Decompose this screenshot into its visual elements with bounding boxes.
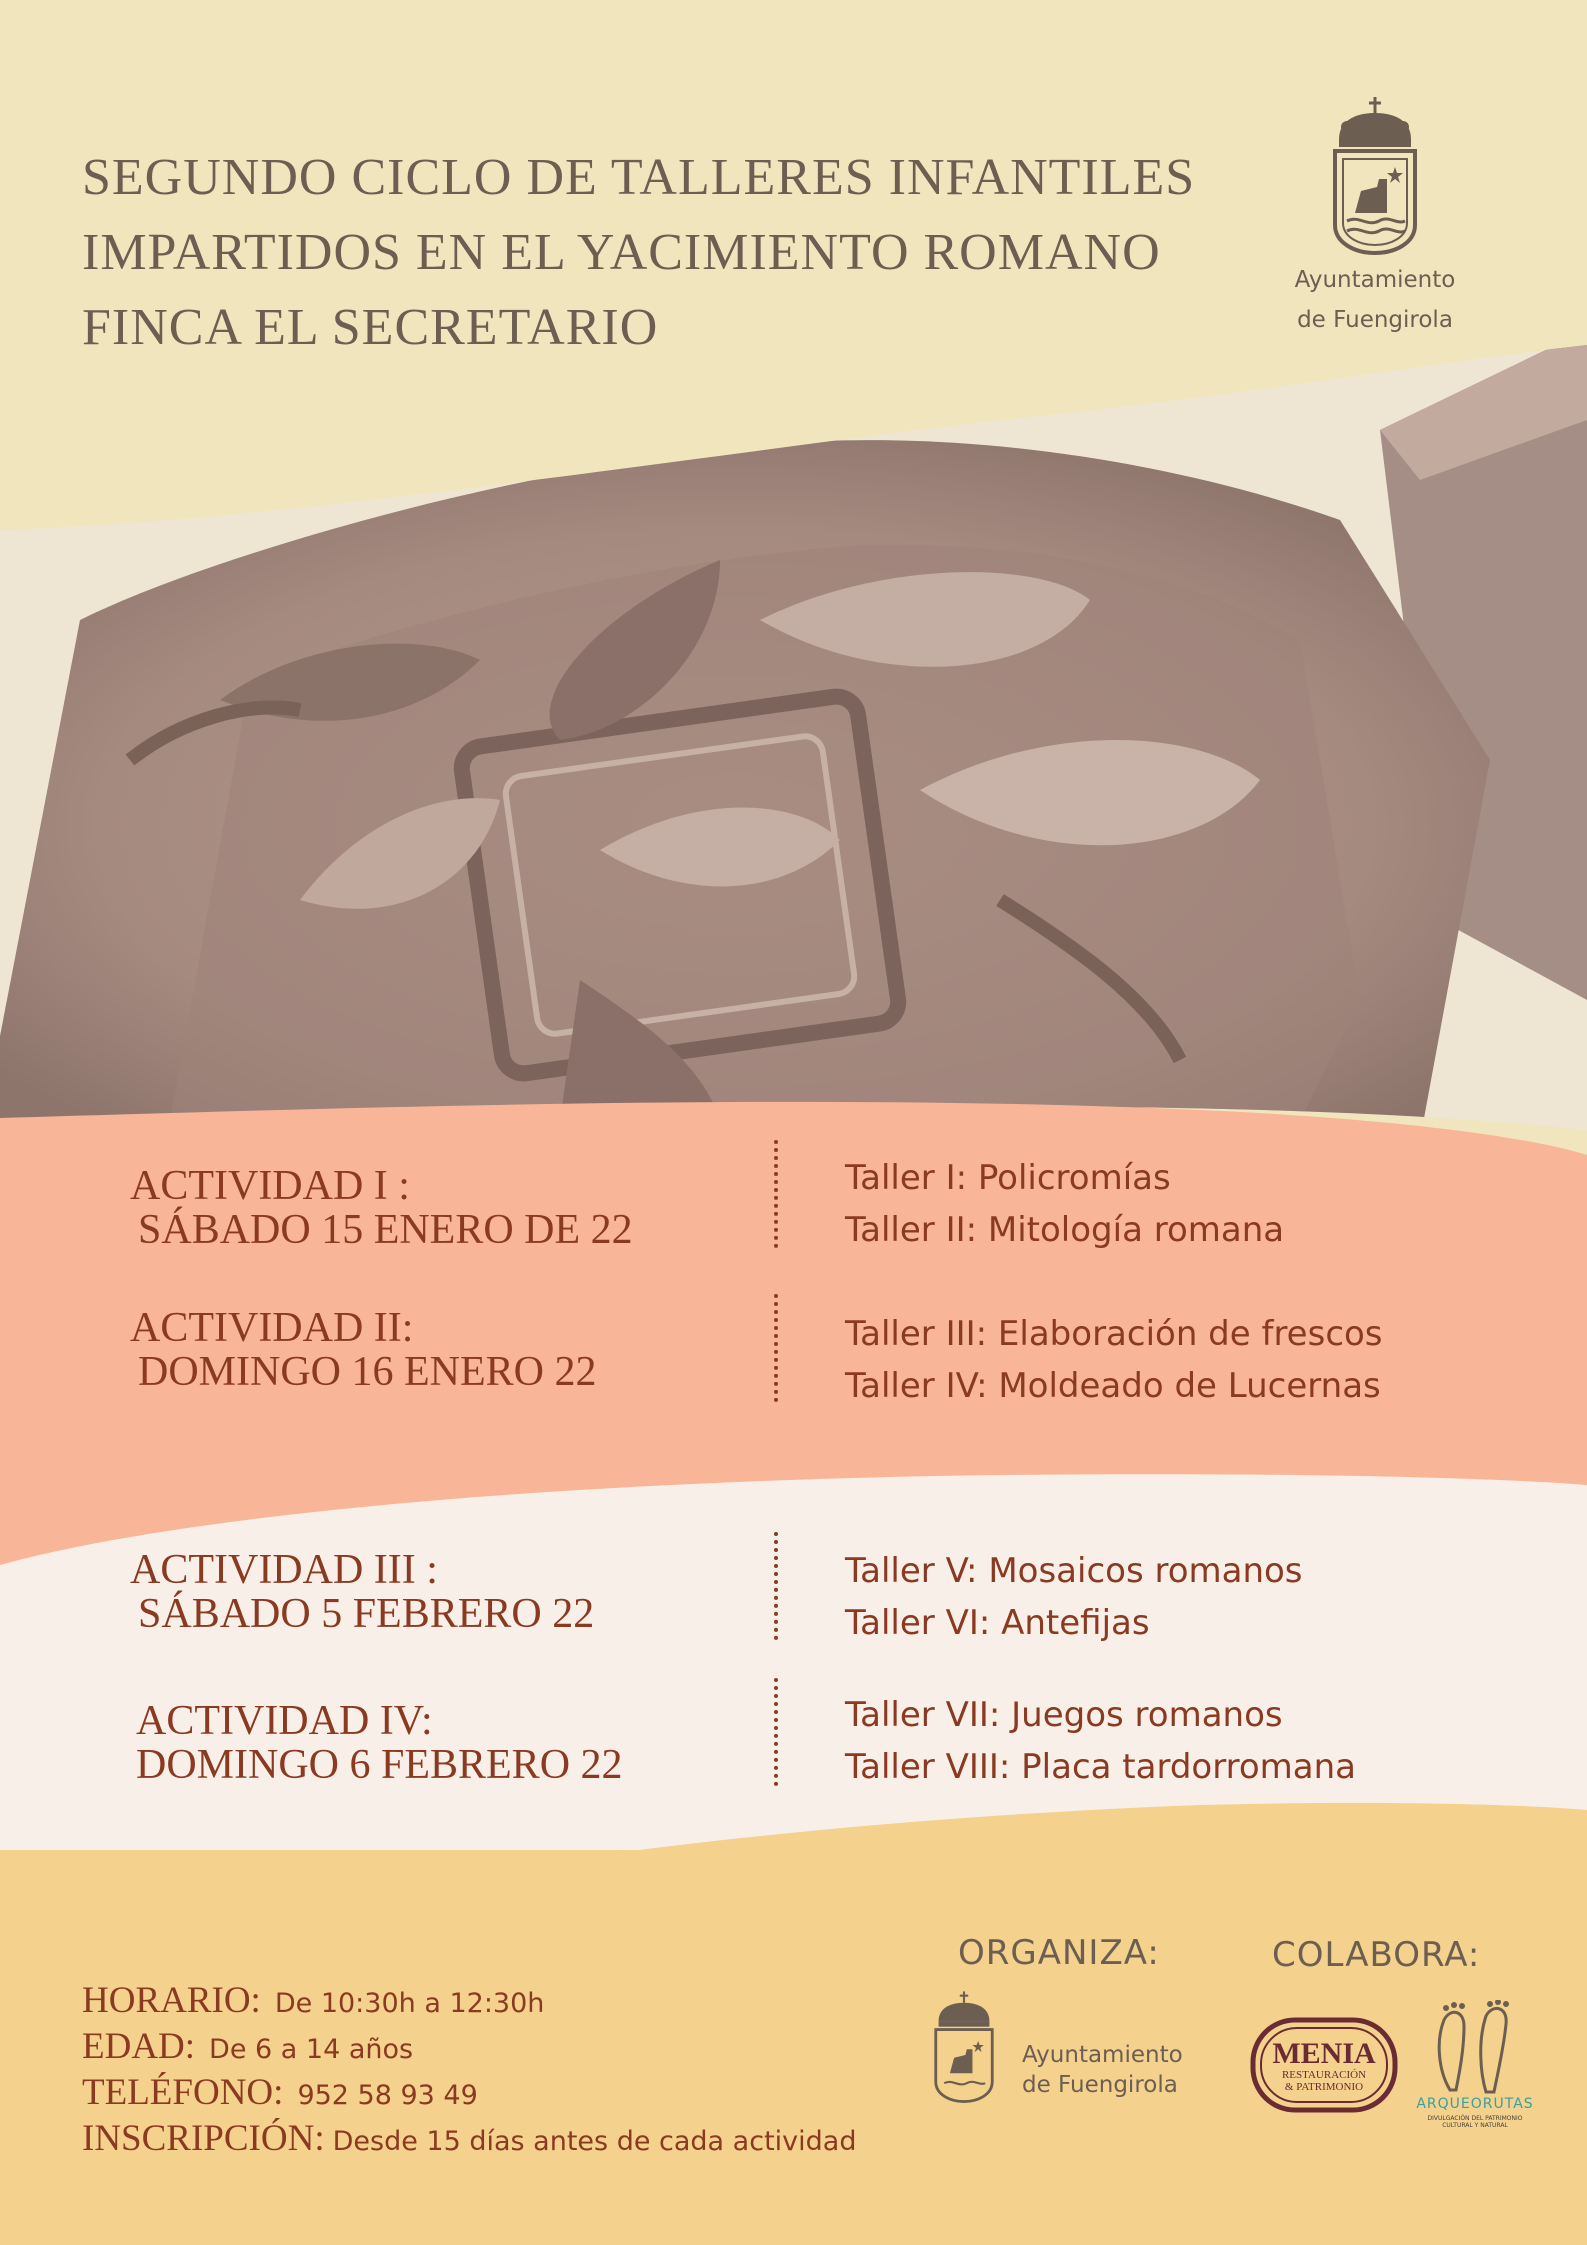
organiza-logo-text xyxy=(1022,2040,1183,2100)
activity-3-label: ACTIVIDAD III : xyxy=(130,1547,438,1593)
activity-1-label: ACTIVIDAD I : xyxy=(130,1163,410,1209)
activity-4 xyxy=(136,1699,623,1787)
organiza-label: ORGANIZA: xyxy=(958,1933,1160,1973)
coat-of-arms-icon xyxy=(1327,95,1423,255)
title-line-3: FINCA EL SECRETARIO xyxy=(82,299,659,356)
info-block xyxy=(82,1978,856,2162)
menia-sub-1: RESTAURACIÓN xyxy=(1281,2069,1367,2081)
horario-row xyxy=(82,1978,856,2024)
menia-logo xyxy=(1250,2017,1398,2113)
logo-line-1: Ayuntamiento xyxy=(1294,267,1456,293)
taller-item: Taller VI: Antefijas xyxy=(845,1603,1150,1643)
horario-value: De 10:30h a 12:30h xyxy=(274,1988,545,2019)
menia-name: MENIA xyxy=(1272,2037,1376,2070)
activity-4-label: ACTIVIDAD IV: xyxy=(136,1698,433,1744)
colabora-label: COLABORA: xyxy=(1272,1935,1481,1975)
separator xyxy=(774,1140,778,1248)
taller-item: Taller V: Mosaicos romanos xyxy=(845,1551,1303,1591)
inscripcion-value: Desde 15 días antes de cada actividad xyxy=(332,2126,857,2157)
taller-item: Taller III: Elaboración de frescos xyxy=(845,1314,1383,1354)
activity-1-talleres xyxy=(845,1152,1284,1256)
telefono-row xyxy=(82,2070,856,2116)
taller-item: Taller VII: Juegos romanos xyxy=(845,1695,1283,1735)
menia-sub-2: & PATRIMONIO xyxy=(1284,2081,1364,2093)
activity-2-talleres xyxy=(845,1308,1383,1412)
page-title xyxy=(82,140,1262,365)
organiza-logo-line-1: Ayuntamiento xyxy=(1022,2042,1183,2068)
edad-value: De 6 a 14 años xyxy=(209,2034,414,2065)
inscripcion-row xyxy=(82,2116,856,2162)
activity-4-talleres xyxy=(845,1689,1356,1793)
logo-line-2: de Fuengirola xyxy=(1297,307,1453,333)
title-line-1: SEGUNDO CICLO DE TALLERES INFANTILES xyxy=(82,149,1196,206)
arqueorutas-logo xyxy=(1410,2000,1540,2130)
separator xyxy=(774,1678,778,1786)
activity-3-date: SÁBADO 5 FEBRERO 22 xyxy=(138,1591,595,1637)
activity-2 xyxy=(130,1306,596,1394)
coat-of-arms-icon xyxy=(930,1990,998,2110)
edad-row xyxy=(82,2024,856,2070)
separator xyxy=(774,1532,778,1640)
separator xyxy=(774,1294,778,1402)
arqueorutas-name: ARQUEORUTAS xyxy=(1416,2096,1534,2112)
horario-label: HORARIO: xyxy=(82,1980,261,2021)
inscripcion-label: INSCRIPCIÓN: xyxy=(82,2118,325,2159)
activity-2-date: DOMINGO 16 ENERO 22 xyxy=(138,1349,597,1395)
activity-3 xyxy=(130,1548,594,1636)
taller-item: Taller II: Mitología romana xyxy=(845,1210,1285,1250)
footprints-icon xyxy=(1410,2000,1540,2096)
telefono-label: TELÉFONO: xyxy=(82,2072,284,2113)
arqueorutas-sub-1: DIVULGACIÓN DEL PATRIMONIO xyxy=(1427,2115,1523,2122)
taller-item: Taller VIII: Placa tardorromana xyxy=(845,1747,1356,1787)
telefono-value: 952 58 93 49 xyxy=(297,2080,478,2111)
title-line-2: IMPARTIDOS EN EL YACIMIENTO ROMANO xyxy=(82,224,1161,281)
organiza-logo-line-2: de Fuengirola xyxy=(1022,2072,1178,2098)
edad-label: EDAD: xyxy=(82,2026,196,2067)
activity-3-talleres xyxy=(845,1545,1303,1649)
arqueorutas-sub-2: CULTURAL Y NATURAL xyxy=(1442,2122,1508,2129)
activity-4-date: DOMINGO 6 FEBRERO 22 xyxy=(136,1742,623,1788)
taller-item: Taller I: Policromías xyxy=(845,1158,1171,1198)
taller-item: Taller IV: Moldeado de Lucernas xyxy=(845,1366,1381,1406)
activity-1 xyxy=(130,1164,633,1252)
activity-1-date: SÁBADO 15 ENERO DE 22 xyxy=(138,1207,633,1253)
ayuntamiento-logo xyxy=(1280,95,1470,335)
activity-2-label: ACTIVIDAD II: xyxy=(130,1305,414,1351)
